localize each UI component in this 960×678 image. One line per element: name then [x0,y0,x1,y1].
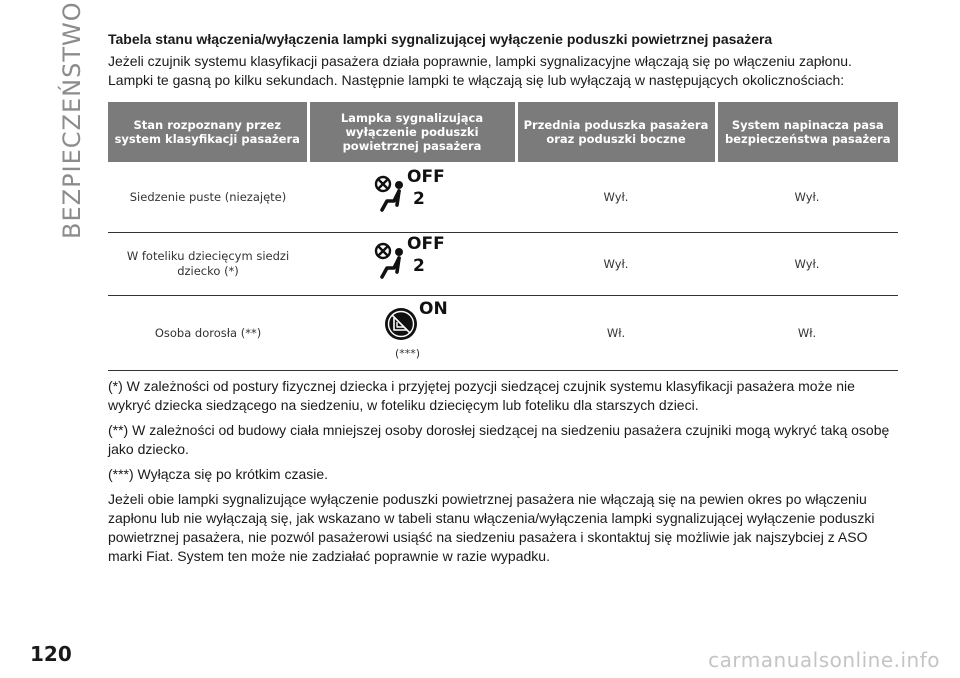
table-row [108,233,898,296]
footnotes [108,377,898,566]
table-header-row [108,102,898,162]
state-cell: Osoba dorosła (**) [108,296,308,371]
airbag-off-icon [373,174,407,214]
lamp-cell [308,162,516,233]
state-cell: W foteliku dziecięcym siedzi dziecko (*) [108,233,308,296]
page-number: 120 [30,642,72,666]
lamp-indicator [367,300,457,362]
table-row [108,162,898,233]
airbag-on-icon [383,306,419,342]
table-header-cell: Stan rozpoznany przez system klasyfikacji pasażera [108,102,308,162]
lamp-status-text: OFF [407,234,445,254]
table-header-cell: Lampka sygnalizująca wyłączenie poduszki powietrznej pasażera [308,102,516,162]
airbag-cell: Wył. [516,233,716,296]
page-content [108,30,898,572]
pretensioner-cell: Wył. [716,233,898,296]
airbag-cell: Wył. [516,162,716,233]
lamp-cell [308,296,516,371]
lamp-footnote: (***) [395,347,421,360]
footnote-lamp: (***) Wyłącza się po krótkim czasie. [108,466,329,482]
footnote-adult: (**) W zależności od budowy ciała mniejszej osoby dorosłej siedzącej na siedzeniu pasażera czujniki mogą wykryć taką osobę jako dziecko. [108,422,890,457]
lamp-status-text: ON [419,299,448,319]
lamp-cell [308,233,516,296]
airbag-cell: Wł. [516,296,716,371]
airbag-status-table [108,102,898,371]
pretensioner-cell: Wył. [716,162,898,233]
footnote-child: (*) W zależności od postury fizycznej dziecka i przyjętej pozycji siedzącej czujnik systemu klasyfikacji pasażera może nie wykryć dziecka siedzącego na siedzeniu, w foteliku dziecięcym lub foteliku dla starszych dzieci. [108,378,855,413]
section-title: Tabela stanu włączenia/wyłączenia lampki sygnalizującej wyłączenie poduszki powietrznej pasażera [108,31,773,47]
lamp-indicator [367,234,457,287]
table-row [108,296,898,371]
lamp-seat-number: 2 [413,189,425,209]
state-cell: Siedzenie puste (niezajęte) [108,162,308,233]
table-header-cell: System napinacza pasa bezpieczeństwa pasażera [716,102,898,162]
lamp-indicator [367,167,457,220]
pretensioner-cell: Wł. [716,296,898,371]
airbag-off-icon [373,241,407,281]
warning-paragraph: Jeżeli obie lampki sygnalizujące wyłączenie poduszki powietrznej pasażera nie włączają się na pewien okres po włączeniu zapłonu lub nie wyłączają się, jak wskazano w tabeli stanu włączenia/wyłączenia lampki sygnalizującej wyłączenie poduszki powietrznej pasażera, nie pozwól pasażerowi usiąść na siedzeniu pasażera i skontaktuj się możliwie jak najszybciej z ASO marki Fiat. System ten może nie zadziałać poprawnie w razie wypadku. [108,491,875,564]
lamp-status-text: OFF [407,167,445,187]
intro-paragraph: Jeżeli czujnik systemu klasyfikacji pasażera działa poprawnie, lampki sygnalizacyjne włączają się po włączeniu zapłonu. Lampki te gasną po kilku sekundach. Następnie lampki te włączają się lub wyłączają w następujących okolicznościach: [108,53,852,88]
table-header-cell: Przednia poduszka pasażera oraz poduszki boczne [516,102,716,162]
section-side-label [52,1,92,244]
lamp-seat-number: 2 [413,256,425,276]
watermark: carmanualsonline.info [708,648,940,672]
section-side-label-text: BEZPIECZEŃSTWO [58,1,86,239]
